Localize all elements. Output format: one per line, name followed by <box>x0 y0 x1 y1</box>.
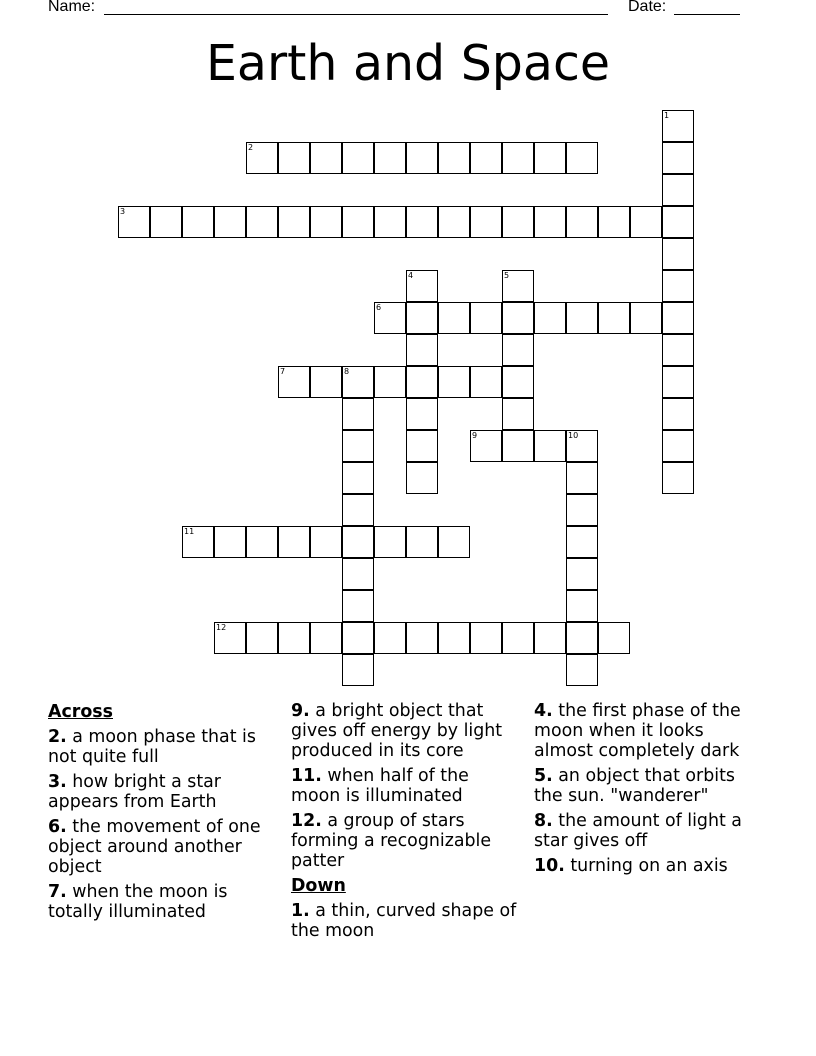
grid-cell[interactable] <box>406 398 438 430</box>
grid-cell[interactable] <box>278 366 310 398</box>
grid-cell[interactable] <box>566 494 598 526</box>
clue-number: 2 <box>248 143 254 152</box>
grid-cell[interactable] <box>502 302 534 334</box>
grid-cell[interactable] <box>342 462 374 494</box>
grid-cell[interactable] <box>598 302 630 334</box>
grid-cell[interactable] <box>470 302 502 334</box>
grid-cell[interactable] <box>566 526 598 558</box>
clue-number: 10 <box>568 431 579 440</box>
grid-cell[interactable] <box>342 430 374 462</box>
grid-cell[interactable] <box>342 142 374 174</box>
grid-cell[interactable] <box>502 366 534 398</box>
grid-cell[interactable] <box>502 430 534 462</box>
clue-across-6: 6. the movement of one object around another object <box>48 817 261 877</box>
grid-cell[interactable] <box>182 206 214 238</box>
clue-across-12: 12. a group of stars forming a recognizable patter <box>291 811 492 871</box>
grid-cell[interactable] <box>662 334 694 366</box>
grid-cell[interactable] <box>566 590 598 622</box>
grid-cell[interactable] <box>246 142 278 174</box>
across-heading: Across <box>48 702 113 722</box>
grid-cell[interactable] <box>278 206 310 238</box>
grid-cell[interactable] <box>470 622 502 654</box>
grid-cell[interactable] <box>406 462 438 494</box>
grid-cell[interactable] <box>438 526 470 558</box>
grid-cell[interactable] <box>342 654 374 686</box>
grid-cell[interactable] <box>502 334 534 366</box>
grid-cell[interactable] <box>406 270 438 302</box>
clue-number: 9 <box>472 431 478 440</box>
grid-cell[interactable] <box>406 302 438 334</box>
grid-cell[interactable] <box>278 142 310 174</box>
grid-cell[interactable] <box>566 430 598 462</box>
grid-cell[interactable] <box>374 142 406 174</box>
clue-number: 3 <box>120 207 126 216</box>
grid-cell[interactable] <box>534 142 566 174</box>
down-heading: Down <box>291 876 346 896</box>
grid-cell[interactable] <box>342 494 374 526</box>
grid-cell[interactable] <box>342 366 374 398</box>
grid-cell[interactable] <box>662 462 694 494</box>
clue-column-2 <box>291 701 521 946</box>
clue-number: 7 <box>280 367 286 376</box>
grid-cell[interactable] <box>374 302 406 334</box>
clue-across-11: 11. when half of the moon is illuminated <box>291 766 469 806</box>
grid-cell[interactable] <box>310 526 342 558</box>
grid-cell[interactable] <box>662 238 694 270</box>
grid-cell[interactable] <box>118 206 150 238</box>
grid-cell[interactable] <box>502 398 534 430</box>
grid-cell[interactable] <box>342 206 374 238</box>
grid-cell[interactable] <box>342 622 374 654</box>
clue-down-8: 8. the amount of light a star gives off <box>534 811 742 851</box>
grid-cell[interactable] <box>438 622 470 654</box>
grid-cell[interactable] <box>214 526 246 558</box>
grid-cell[interactable] <box>662 142 694 174</box>
grid-cell[interactable] <box>630 302 662 334</box>
grid-cell[interactable] <box>662 206 694 238</box>
grid-cell[interactable] <box>502 622 534 654</box>
grid-cell[interactable] <box>662 110 694 142</box>
clue-across-7: 7. when the moon is totally illuminated <box>48 882 228 922</box>
date-label: Date: <box>628 0 667 15</box>
grid-cell[interactable] <box>406 430 438 462</box>
grid-cell[interactable] <box>566 622 598 654</box>
grid-cell[interactable] <box>662 398 694 430</box>
grid-cell[interactable] <box>406 526 438 558</box>
grid-cell[interactable] <box>438 366 470 398</box>
grid-cell[interactable] <box>406 142 438 174</box>
grid-cell[interactable] <box>438 302 470 334</box>
grid-cell[interactable] <box>406 334 438 366</box>
grid-cell[interactable] <box>310 142 342 174</box>
clue-across-2: 2. a moon phase that is not quite full <box>48 727 256 767</box>
grid-cell[interactable] <box>278 526 310 558</box>
clue-number: 8 <box>344 367 350 376</box>
grid-cell[interactable] <box>342 590 374 622</box>
grid-cell[interactable] <box>182 526 214 558</box>
grid-cell[interactable] <box>534 206 566 238</box>
grid-cell[interactable] <box>662 270 694 302</box>
grid-cell[interactable] <box>342 398 374 430</box>
clue-number: 6 <box>376 303 382 312</box>
grid-cell[interactable] <box>406 622 438 654</box>
clue-across-9: 9. a bright object that gives off energy by light produced in its core <box>291 701 503 761</box>
grid-cell[interactable] <box>342 526 374 558</box>
grid-cell[interactable] <box>534 622 566 654</box>
grid-cell[interactable] <box>566 142 598 174</box>
grid-cell[interactable] <box>566 302 598 334</box>
grid-cell[interactable] <box>374 622 406 654</box>
clue-number: 1 <box>664 111 670 120</box>
grid-cell[interactable] <box>310 366 342 398</box>
grid-cell[interactable] <box>406 366 438 398</box>
grid-cell[interactable] <box>566 654 598 686</box>
grid-cell[interactable] <box>598 206 630 238</box>
grid-cell[interactable] <box>214 206 246 238</box>
clue-down-1: 1. a thin, curved shape of the moon <box>291 901 517 941</box>
grid-cell[interactable] <box>566 206 598 238</box>
grid-cell[interactable] <box>566 558 598 590</box>
grid-cell[interactable] <box>438 142 470 174</box>
grid-cell[interactable] <box>502 270 534 302</box>
grid-cell[interactable] <box>246 526 278 558</box>
grid-cell[interactable] <box>150 206 182 238</box>
grid-cell[interactable] <box>662 430 694 462</box>
clue-column-3 <box>534 701 766 881</box>
grid-cell[interactable] <box>342 558 374 590</box>
grid-cell[interactable] <box>534 302 566 334</box>
grid-cell[interactable] <box>246 206 278 238</box>
clue-number: 5 <box>504 271 510 280</box>
grid-cell[interactable] <box>246 622 278 654</box>
clue-number: 11 <box>184 527 195 536</box>
grid-cell[interactable] <box>470 366 502 398</box>
clue-across-3: 3. how bright a star appears from Earth <box>48 772 221 812</box>
clue-column-1 <box>48 701 278 927</box>
grid-cell[interactable] <box>470 206 502 238</box>
clue-down-4: 4. the first phase of the moon when it looks almost completely dark <box>534 701 741 761</box>
grid-cell[interactable] <box>534 430 566 462</box>
grid-cell[interactable] <box>662 302 694 334</box>
clue-number: 4 <box>408 271 414 280</box>
grid-cell[interactable] <box>310 622 342 654</box>
grid-cell[interactable] <box>470 430 502 462</box>
grid-cell[interactable] <box>566 462 598 494</box>
grid-cell[interactable] <box>470 142 502 174</box>
grid-cell[interactable] <box>438 206 470 238</box>
clue-down-5: 5. an object that orbits the sun. "wanderer" <box>534 766 735 806</box>
grid-cell[interactable] <box>214 622 246 654</box>
grid-cell[interactable] <box>374 206 406 238</box>
grid-cell[interactable] <box>598 622 630 654</box>
puzzle-title: Earth and Space <box>205 35 611 92</box>
grid-cell[interactable] <box>374 526 406 558</box>
grid-cell[interactable] <box>502 206 534 238</box>
grid-cell[interactable] <box>374 366 406 398</box>
clue-number: 12 <box>216 623 227 632</box>
name-label: Name: <box>48 0 96 15</box>
clue-down-10: 10. turning on an axis <box>534 856 728 876</box>
grid-cell[interactable] <box>310 206 342 238</box>
grid-cell[interactable] <box>630 206 662 238</box>
grid-cell[interactable] <box>406 206 438 238</box>
grid-cell[interactable] <box>662 366 694 398</box>
grid-cell[interactable] <box>278 622 310 654</box>
grid-cell[interactable] <box>502 142 534 174</box>
grid-cell[interactable] <box>662 174 694 206</box>
